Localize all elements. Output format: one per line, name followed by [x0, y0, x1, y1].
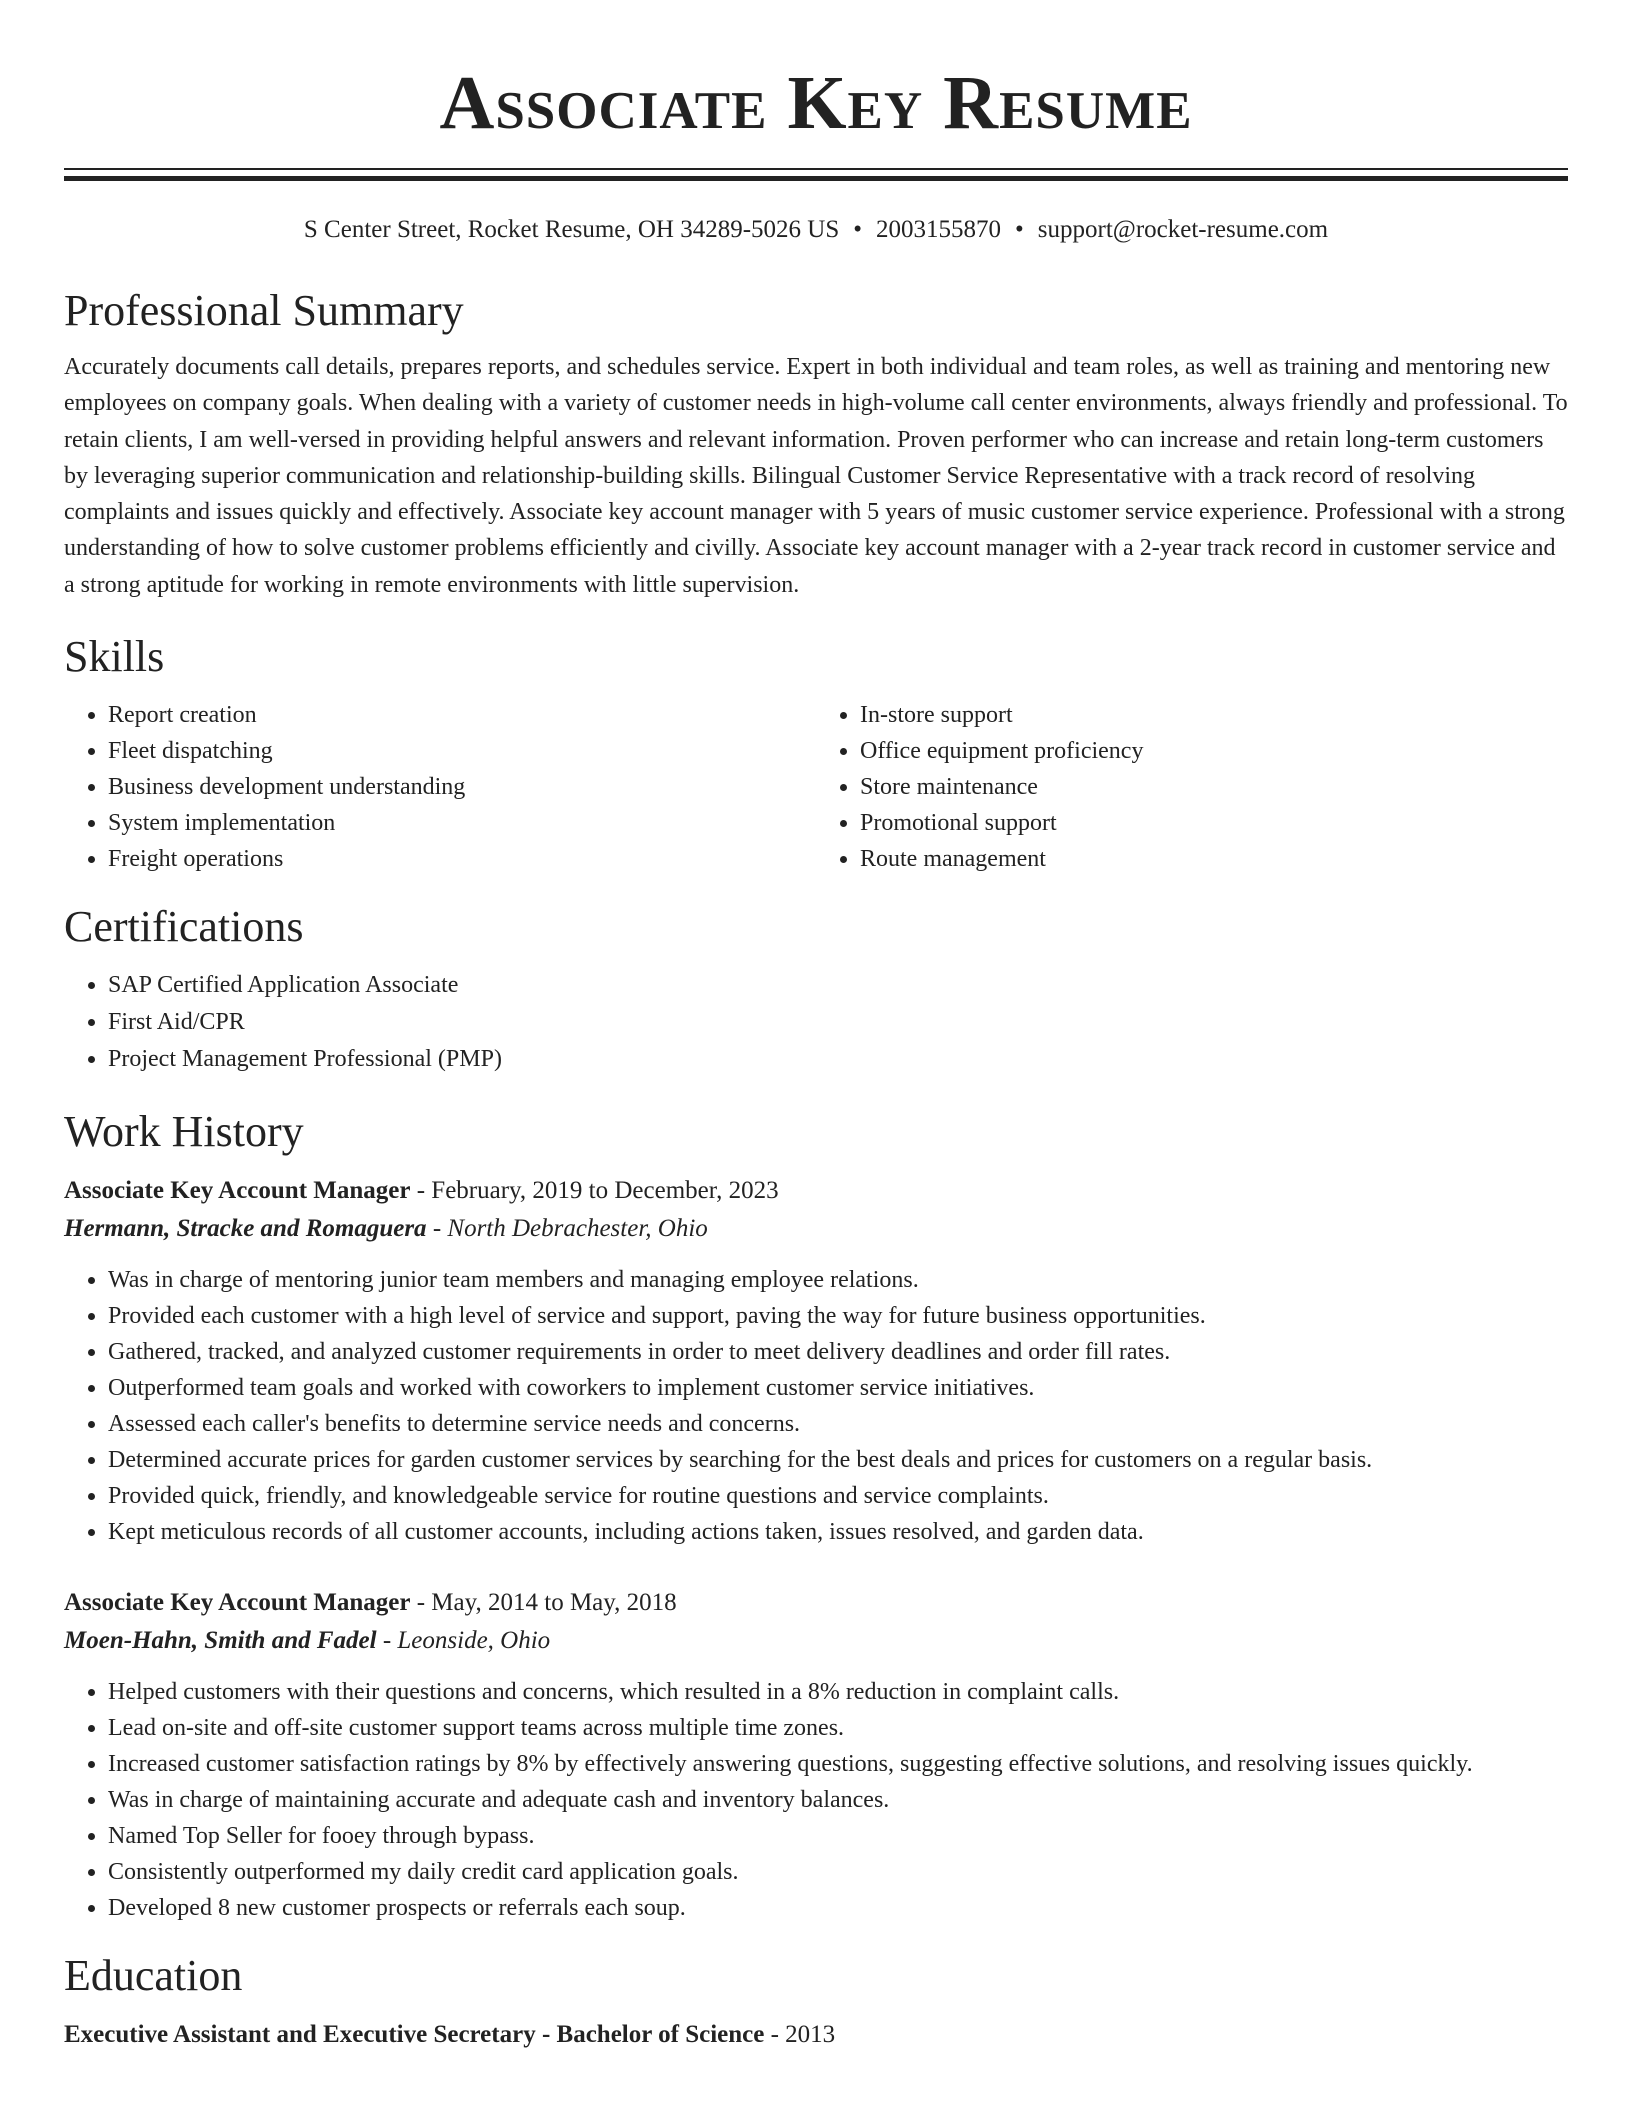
contact-phone: 2003155870 — [876, 216, 1002, 243]
skills-grid — [64, 697, 1568, 877]
summary-text: Accurately documents call details, prepares reports, and schedules service. Expert in both individual and team roles, as well as training and mentoring new employees on company goals. When dealing with a variety of customer needs in high-volume call center environments, always friendly and professional. To retain clients, I am well-versed in providing helpful answers and relevant information. Proven performer who can increase and retain long-term customers by leveraging superior communication and relationship-building skills. Bilingual Customer Service Representative with a track record of resolving complaints and issues quickly and effectively. Associate key account manager with 5 years of music customer service experience. Professional with a strong understanding of how to solve customer problems efficiently and civilly. Associate key account manager with a 2-year track record in customer service and a strong aptitude for working in remote environments with little supervision. — [64, 354, 1568, 598]
skill-item: • Promotional support — [860, 805, 1568, 841]
job-dates: - May, 2014 to May, 2018 — [410, 1589, 677, 1617]
skill-item: • Business development understanding — [108, 769, 816, 805]
skill-item: • Fleet dispatching — [108, 733, 816, 769]
job-location: - North Debrachester, Ohio — [426, 1215, 708, 1243]
job-bullet: • Increased customer satisfaction ratings by 8% by effectively answering questions, suggesting effective solutions, and resolving issues quickly. — [108, 1746, 1568, 1782]
job-bullets — [64, 1674, 1568, 1926]
contact-separator: • — [853, 216, 863, 243]
work-history-section — [64, 1104, 1568, 1926]
title-divider-thick — [64, 176, 1568, 181]
education-section — [64, 1948, 1568, 2054]
education-entry — [64, 2016, 1568, 2054]
certification-item: • SAP Certified Application Associate — [108, 967, 1568, 1004]
job-bullet: • Provided quick, friendly, and knowledgeable service for routine questions and service complaints. — [108, 1478, 1568, 1514]
skills-list-left — [64, 697, 816, 877]
summary-section — [64, 283, 1568, 603]
title-divider-thin — [64, 168, 1568, 170]
job-bullet: • Gathered, tracked, and analyzed customer requirements in order to meet delivery deadlines and order fill rates. — [108, 1334, 1568, 1370]
section-heading-summary: Professional Summary — [64, 286, 464, 335]
job-entry — [64, 1584, 1568, 1926]
skill-item: • Freight operations — [108, 841, 816, 877]
job-bullet: • Consistently outperformed my daily credit card application goals. — [108, 1854, 1568, 1890]
skill-item: • System implementation — [108, 805, 816, 841]
job-employer — [64, 1622, 1568, 1660]
job-employer — [64, 1210, 1568, 1248]
contact-line — [64, 213, 1568, 247]
job-bullet: • Outperformed team goals and worked with coworkers to implement customer service initiatives. — [108, 1370, 1568, 1406]
certifications-list — [64, 967, 1568, 1078]
skill-item: • In-store support — [860, 697, 1568, 733]
resume-title: Associate Key Resume — [439, 61, 1193, 145]
certification-item: • First Aid/CPR — [108, 1004, 1568, 1041]
job-bullet: • Was in charge of mentoring junior team members and managing employee relations. — [108, 1262, 1568, 1298]
job-bullet: • Lead on-site and off-site customer support teams across multiple time zones. — [108, 1710, 1568, 1746]
job-bullet: • Determined accurate prices for garden customer services by searching for the best deals and prices for customers on a regular basis. — [108, 1442, 1568, 1478]
job-bullet: • Named Top Seller for fooey through bypass. — [108, 1818, 1568, 1854]
job-header — [64, 1172, 1568, 1210]
skills-list-right — [816, 697, 1568, 877]
job-header — [64, 1584, 1568, 1622]
job-title: Associate Key Account Manager — [64, 1589, 411, 1617]
job-bullet: • Kept meticulous records of all customer accounts, including actions taken, issues resolved, and garden data. — [108, 1514, 1568, 1550]
skill-item: • Route management — [860, 841, 1568, 877]
skill-item: • Report creation — [108, 697, 816, 733]
education-degree: Executive Assistant and Executive Secretary - Bachelor of Science — [64, 2021, 765, 2049]
education-year: - 2013 — [764, 2021, 836, 2049]
contact-address: S Center Street, Rocket Resume, OH 34289-5026 US — [303, 216, 840, 243]
section-heading-skills: Skills — [64, 632, 165, 682]
certification-item: • Project Management Professional (PMP) — [108, 1041, 1568, 1078]
job-bullet: • Provided each customer with a high level of service and support, paving the way for future business opportunities. — [108, 1298, 1568, 1334]
job-bullet: • Was in charge of maintaining accurate and adequate cash and inventory balances. — [108, 1782, 1568, 1818]
job-dates: - February, 2019 to December, 2023 — [410, 1177, 779, 1205]
contact-email: support@rocket-resume.com — [1037, 216, 1329, 243]
job-bullet: • Helped customers with their questions and concerns, which resulted in a 8% reduction in complaint calls. — [108, 1674, 1568, 1710]
skills-section — [64, 629, 1568, 877]
job-bullet: • Assessed each caller's benefits to determine service needs and concerns. — [108, 1406, 1568, 1442]
contact-separator: • — [1015, 216, 1024, 243]
job-bullet: • Developed 8 new customer prospects or referrals each soup. — [108, 1890, 1568, 1926]
certifications-section — [64, 899, 1568, 1078]
section-heading-education: Education — [64, 1951, 243, 2001]
job-entry — [64, 1172, 1568, 1550]
section-heading-certifications: Certifications — [64, 902, 304, 952]
job-company: Moen-Hahn, Smith and Fadel — [64, 1627, 377, 1655]
section-heading-work-history: Work History — [64, 1107, 304, 1157]
job-location: - Leonside, Ohio — [376, 1627, 551, 1655]
job-title: Associate Key Account Manager — [64, 1177, 411, 1205]
skill-item: • Office equipment proficiency — [860, 733, 1568, 769]
skill-item: • Store maintenance — [860, 769, 1568, 805]
job-bullets — [64, 1262, 1568, 1550]
job-company: Hermann, Stracke and Romaguera — [64, 1215, 427, 1243]
